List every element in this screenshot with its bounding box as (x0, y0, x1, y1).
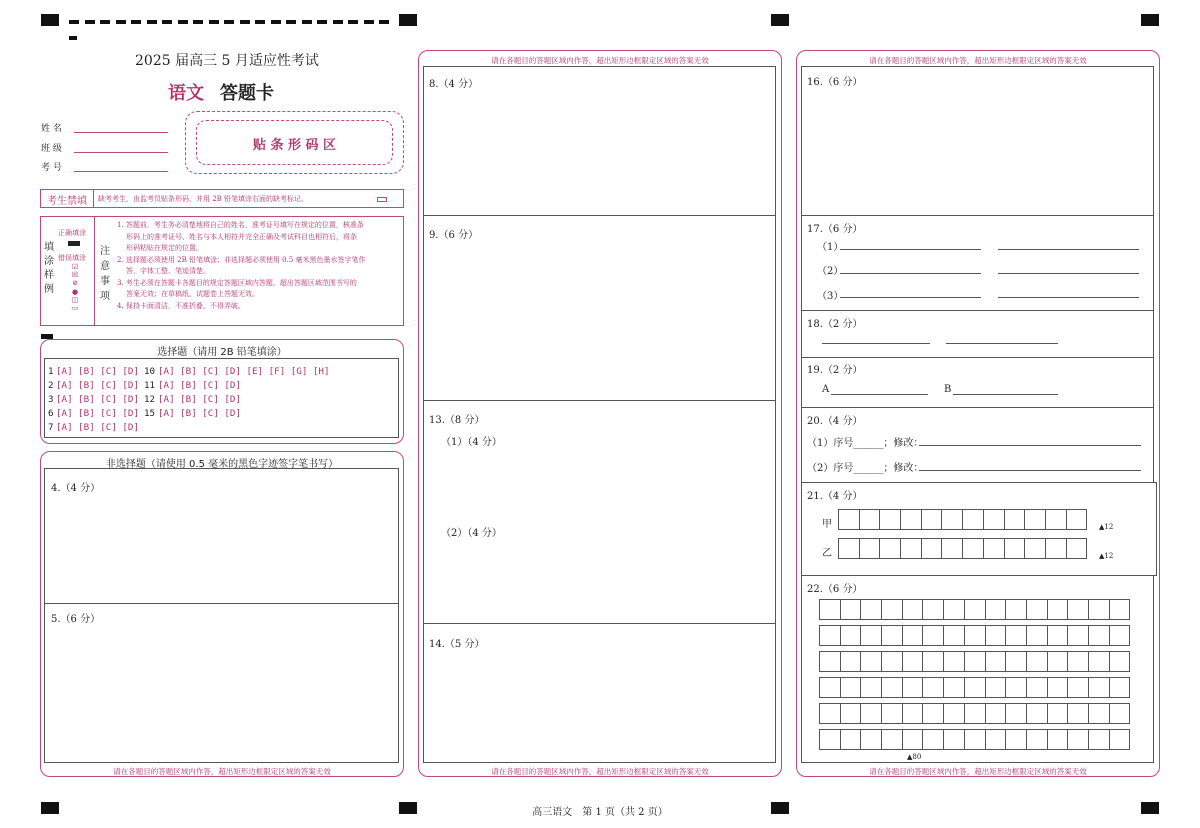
writing-cell[interactable] (860, 651, 882, 672)
q19-a-label: A (822, 384, 830, 395)
writing-cell[interactable] (819, 651, 841, 672)
writing-cell[interactable] (819, 625, 841, 646)
writing-cell[interactable] (922, 625, 944, 646)
choice-number: 2 (48, 380, 54, 391)
writing-grid-row[interactable] (819, 625, 1130, 646)
sample-label-char: 填 (44, 242, 54, 253)
writing-cell[interactable] (819, 677, 841, 698)
writing-cell[interactable] (1088, 677, 1110, 698)
q21-yi-grid[interactable] (838, 538, 1087, 559)
writing-cell[interactable] (1026, 729, 1048, 750)
writing-cell[interactable] (1047, 599, 1069, 620)
writing-cell[interactable] (819, 599, 841, 620)
choice-number: 10 (144, 366, 156, 377)
writing-cell[interactable] (1024, 509, 1046, 530)
choice-options[interactable]: [A] [B] [C] [D] (56, 408, 139, 419)
nonchoice-title: 非选择题（请使用 0.5 毫米的黑色字迹签字笔书写） (105, 459, 339, 470)
q20-label: 20.（4 分） (807, 416, 863, 427)
timing-dash (271, 20, 281, 24)
note-line: 1. 答题前，考生务必清楚地将自己的姓名、准考证号填写在规定的位置，核准条 (117, 221, 364, 229)
q21-yi-count: ▲12 (1099, 552, 1114, 560)
writing-cell[interactable] (941, 538, 963, 559)
choice-row (48, 422, 158, 433)
writing-cell[interactable] (838, 509, 860, 530)
timing-dash (286, 20, 296, 24)
timing-dash (69, 20, 79, 24)
writing-cell[interactable] (860, 625, 882, 646)
writing-cell[interactable] (1047, 729, 1069, 750)
writing-cell[interactable] (1109, 599, 1131, 620)
writing-cell[interactable] (985, 729, 1007, 750)
sample-label-char: 样 (44, 270, 54, 281)
notes-text (117, 220, 366, 312)
writing-cell[interactable] (902, 651, 924, 672)
writing-grid-row[interactable] (819, 651, 1130, 672)
q18-line[interactable] (822, 343, 930, 344)
writing-cell[interactable] (922, 677, 944, 698)
boundary-notice: 请在各题目的答题区域内作答，超出矩形边框限定区域的答案无效 (491, 56, 709, 65)
class-field[interactable] (74, 152, 168, 153)
answer-box-q5[interactable] (44, 603, 399, 763)
q22-count: ▲80 (907, 753, 922, 761)
q21-jia-label: 甲 (822, 519, 832, 530)
writing-cell[interactable] (1067, 651, 1089, 672)
writing-cell[interactable] (1109, 625, 1131, 646)
q9-label: 9.（6 分） (429, 230, 479, 241)
writing-cell[interactable] (983, 538, 1005, 559)
writing-cell[interactable] (879, 509, 901, 530)
writing-cell[interactable] (840, 703, 862, 724)
timing-dash (348, 20, 358, 24)
notes-label (100, 244, 112, 304)
writing-cell[interactable] (840, 729, 862, 750)
id-field[interactable] (74, 171, 168, 172)
q17-part2-label: （2） (817, 266, 844, 277)
notes-label-char: 项 (100, 291, 110, 302)
q21-yi-label: 乙 (822, 548, 832, 559)
writing-cell[interactable] (985, 651, 1007, 672)
writing-cell[interactable] (983, 509, 1005, 530)
writing-cell[interactable] (902, 599, 924, 620)
sample-label (44, 241, 56, 297)
q13-label: 13.（8 分） (429, 415, 485, 426)
writing-cell[interactable] (943, 599, 965, 620)
absent-text: 缺考考生，由监考员贴条形码，并用 2B 铅笔填涂右面的缺考标记。 (98, 195, 309, 203)
class-field-label: 班 级 (41, 144, 62, 154)
writing-cell[interactable] (1005, 599, 1027, 620)
choice-row (48, 366, 329, 377)
writing-cell[interactable] (881, 703, 903, 724)
note-line: 2. 选择题必须使用 2B 铅笔填涂；非选择题必须使用 0.5 毫米黑色墨水签字笔作 (117, 255, 366, 264)
writing-cell[interactable] (1005, 729, 1027, 750)
timing-dash (131, 20, 141, 24)
writing-cell[interactable] (1067, 599, 1089, 620)
answer-box-q16[interactable] (801, 66, 1154, 216)
choice-number: 6 (48, 408, 54, 419)
writing-cell[interactable] (902, 625, 924, 646)
choice-title: 选择题（请用 2B 铅笔填涂） (157, 347, 287, 358)
writing-grid-row[interactable] (819, 677, 1130, 698)
timing-dash (224, 20, 234, 24)
note-line: 4. 保持卡面清洁，不准折叠、不得弄破。 (117, 301, 245, 310)
writing-cell[interactable] (964, 677, 986, 698)
timing-dash (333, 20, 343, 24)
timing-dash (255, 20, 265, 24)
sample-label-char: 涂 (44, 256, 54, 267)
wrong-fill-mark: ◫ (71, 295, 79, 304)
writing-cell[interactable] (943, 651, 965, 672)
writing-cell[interactable] (1088, 729, 1110, 750)
choice-options[interactable]: [A] [B] [C] [D] (56, 394, 139, 405)
writing-cell[interactable] (860, 729, 882, 750)
writing-cell[interactable] (900, 538, 922, 559)
q20-part2-line[interactable] (919, 470, 1141, 471)
writing-cell[interactable] (964, 703, 986, 724)
q17-part1-line[interactable] (840, 249, 981, 250)
timing-mark (69, 36, 77, 40)
writing-cell[interactable] (1024, 538, 1046, 559)
writing-cell[interactable] (860, 599, 882, 620)
wrong-fill-mark: ☒ (71, 271, 79, 280)
id-field-label: 考 号 (41, 163, 62, 173)
registration-mark (771, 14, 789, 26)
q17-part2-line[interactable] (840, 273, 981, 274)
writing-cell[interactable] (943, 625, 965, 646)
writing-cell[interactable] (1005, 703, 1027, 724)
writing-cell[interactable] (921, 538, 943, 559)
registration-mark (41, 14, 59, 26)
name-field[interactable] (74, 132, 168, 133)
writing-cell[interactable] (941, 509, 963, 530)
q16-label: 16.（6 分） (807, 77, 863, 88)
writing-cell[interactable] (881, 625, 903, 646)
subject-name: 语文 (168, 83, 204, 104)
writing-cell[interactable] (922, 729, 944, 750)
writing-cell[interactable] (922, 651, 944, 672)
writing-cell[interactable] (881, 677, 903, 698)
q19-b-line[interactable] (953, 394, 1058, 395)
writing-cell[interactable] (900, 509, 922, 530)
q4-label: 4.（4 分） (51, 483, 101, 494)
q21-jia-count: ▲12 (1099, 523, 1114, 531)
choice-options[interactable]: [A] [B] [C] [D] (56, 366, 139, 377)
choice-options[interactable]: [A] [B] [C] [D] (56, 422, 139, 433)
registration-mark (1141, 14, 1159, 26)
timing-dash (85, 20, 95, 24)
writing-cell[interactable] (859, 538, 881, 559)
writing-cell[interactable] (1026, 703, 1048, 724)
barcode-label: 贴 条 形 码 区 (252, 138, 337, 153)
writing-cell[interactable] (902, 677, 924, 698)
timing-dash (193, 20, 203, 24)
q13-part1-label: （1）（4 分） (441, 437, 502, 448)
page-footer: 高三语文 第 1 页（共 2 页） (532, 807, 668, 818)
writing-cell[interactable] (1066, 538, 1088, 559)
writing-cell[interactable] (1047, 625, 1069, 646)
q18-line[interactable] (946, 343, 1058, 344)
writing-cell[interactable] (922, 599, 944, 620)
writing-cell[interactable] (943, 729, 965, 750)
card-name: 答题卡 (220, 83, 274, 104)
writing-cell[interactable] (964, 625, 986, 646)
writing-cell[interactable] (1047, 703, 1069, 724)
writing-cell[interactable] (860, 677, 882, 698)
writing-cell[interactable] (902, 729, 924, 750)
choice-options[interactable]: [A] [B] [C] [D] [E] [F] [G] [H] (158, 366, 330, 377)
boundary-notice: 请在各题目的答题区域内作答，超出矩形边框限定区域的答案无效 (869, 767, 1087, 776)
note-line: 3. 考生必须在答题卡各题目的规定答题区域内答题，超出答题区域范围书写的 (117, 278, 357, 287)
wrong-fill-samples (69, 263, 81, 312)
writing-cell[interactable] (1005, 625, 1027, 646)
writing-cell[interactable] (964, 599, 986, 620)
writing-cell[interactable] (859, 509, 881, 530)
correct-fill-label: 正确填涂 (58, 229, 86, 237)
choice-number: 1 (48, 366, 54, 377)
q20-part2-label: （2）序号______；修改： (807, 463, 924, 474)
writing-cell[interactable] (860, 703, 882, 724)
writing-cell[interactable] (1066, 509, 1088, 530)
boundary-notice: 请在各题目的答题区域内作答，超出矩形边框限定区域的答案无效 (869, 56, 1087, 65)
choice-number: 7 (48, 422, 54, 433)
absent-row (40, 189, 404, 208)
q21-label: 21.（4 分） (807, 491, 863, 502)
writing-cell[interactable] (1005, 677, 1027, 698)
writing-cell[interactable] (985, 625, 1007, 646)
note-line: 形码粘贴在规定的位置。 (126, 244, 203, 252)
writing-cell[interactable] (840, 651, 862, 672)
note-line: 答，字体工整、笔迹清楚。 (126, 267, 210, 275)
q19-a-line[interactable] (831, 394, 928, 395)
q17-part1-line[interactable] (998, 249, 1139, 250)
registration-mark (399, 14, 417, 26)
writing-grid-row[interactable] (819, 599, 1130, 620)
writing-cell[interactable] (921, 509, 943, 530)
q5-label: 5.（6 分） (51, 614, 101, 625)
choice-row (48, 380, 241, 391)
writing-cell[interactable] (1109, 703, 1131, 724)
writing-cell[interactable] (819, 703, 841, 724)
answer-box-q9[interactable] (423, 215, 776, 401)
timing-dash (240, 20, 250, 24)
writing-cell[interactable] (1067, 677, 1089, 698)
choice-options[interactable]: [A] [B] [C] [D] (158, 408, 241, 419)
writing-cell[interactable] (1047, 651, 1069, 672)
writing-cell[interactable] (838, 538, 860, 559)
writing-cell[interactable] (879, 538, 901, 559)
exam-title: 2025 届高三 5 月适应性考试 (135, 53, 319, 69)
wrong-fill-mark: ⊘ (72, 279, 78, 288)
writing-cell[interactable] (962, 509, 984, 530)
writing-cell[interactable] (1045, 509, 1067, 530)
writing-cell[interactable] (964, 729, 986, 750)
sample-label-char: 例 (44, 284, 54, 295)
wrong-fill-label: 错误填涂 (58, 254, 86, 262)
q14-label: 14.（5 分） (429, 639, 485, 650)
writing-cell[interactable] (1047, 677, 1069, 698)
name-field-label: 姓 名 (41, 124, 62, 134)
q21-jia-grid[interactable] (838, 509, 1087, 530)
writing-cell[interactable] (840, 625, 862, 646)
notes-label-char: 意 (100, 261, 110, 272)
writing-cell[interactable] (1109, 729, 1131, 750)
wrong-fill-mark: ☑ (71, 263, 79, 271)
writing-cell[interactable] (1088, 599, 1110, 620)
q13-part2-label: （2）（4 分） (441, 528, 502, 539)
timing-dash (162, 20, 172, 24)
q17-part3-line[interactable] (998, 297, 1139, 298)
writing-cell[interactable] (1005, 651, 1027, 672)
writing-cell[interactable] (1109, 651, 1131, 672)
writing-cell[interactable] (985, 599, 1007, 620)
writing-cell[interactable] (1067, 703, 1089, 724)
writing-grid-row[interactable] (819, 703, 1130, 724)
timing-dash (302, 20, 312, 24)
boundary-notice: 请在各题目的答题区域内作答，超出矩形边框限定区域的答案无效 (113, 767, 331, 776)
q17-part1-label: （1） (817, 242, 844, 253)
q19-label: 19.（2 分） (807, 365, 863, 376)
choice-options[interactable]: [A] [B] [C] [D] (158, 380, 241, 391)
q17-part3-label: （3） (817, 291, 844, 302)
choice-options[interactable]: [A] [B] [C] [D] (56, 380, 139, 391)
note-line: 答案无效；在草稿纸、试题卷上答题无效。 (126, 290, 259, 298)
q20-part1-label: （1）序号______；修改： (807, 438, 924, 449)
choice-number: 15 (144, 408, 156, 419)
absent-mark-box[interactable] (377, 197, 387, 202)
writing-cell[interactable] (881, 729, 903, 750)
timing-dash (100, 20, 110, 24)
note-line: 形码上的准考证号、姓名与本人相符并完全正确及考试科目也相符后，将条 (126, 232, 357, 241)
writing-cell[interactable] (985, 703, 1007, 724)
writing-cell[interactable] (1026, 625, 1048, 646)
correct-fill-sample (68, 241, 80, 246)
writing-cell[interactable] (881, 651, 903, 672)
writing-cell[interactable] (964, 651, 986, 672)
notes-label-char: 事 (100, 276, 110, 287)
choice-options[interactable]: [A] [B] [C] [D] (158, 394, 241, 405)
card-title (168, 79, 274, 105)
boundary-notice: 请在各题目的答题区域内作答，超出矩形边框限定区域的答案无效 (491, 767, 709, 776)
instructions-box (40, 216, 404, 326)
writing-cell[interactable] (962, 538, 984, 559)
q20-part1-line[interactable] (919, 445, 1141, 446)
timing-dash (379, 20, 389, 24)
writing-cell[interactable] (1045, 538, 1067, 559)
choice-number: 3 (48, 394, 54, 405)
writing-cell[interactable] (1004, 538, 1026, 559)
writing-cell[interactable] (1067, 729, 1089, 750)
notes-label-char: 注 (100, 246, 110, 257)
q17-part2-line[interactable] (998, 273, 1139, 274)
writing-cell[interactable] (1088, 703, 1110, 724)
q19-b-label: B (944, 384, 952, 395)
timing-dash (209, 20, 219, 24)
writing-cell[interactable] (1088, 651, 1110, 672)
writing-cell[interactable] (840, 599, 862, 620)
wrong-fill-mark: ▭ (71, 304, 79, 313)
writing-cell[interactable] (943, 677, 965, 698)
writing-cell[interactable] (985, 677, 1007, 698)
writing-cell[interactable] (1026, 599, 1048, 620)
writing-cell[interactable] (840, 677, 862, 698)
q18-label: 18.（2 分） (807, 319, 863, 330)
writing-cell[interactable] (943, 703, 965, 724)
wrong-fill-mark: ● (71, 287, 79, 296)
absent-label: 考生禁填 (47, 196, 87, 207)
writing-cell[interactable] (1026, 677, 1048, 698)
writing-cell[interactable] (1067, 625, 1089, 646)
q17-label: 17.（6 分） (807, 224, 863, 235)
writing-cell[interactable] (1109, 677, 1131, 698)
timing-dash (317, 20, 327, 24)
q17-part3-line[interactable] (840, 297, 981, 298)
choice-number: 12 (144, 394, 156, 405)
writing-cell[interactable] (1026, 651, 1048, 672)
timing-dash (147, 20, 157, 24)
choice-row (48, 394, 241, 405)
q22-label: 22.（6 分） (807, 584, 863, 595)
choice-number: 11 (144, 380, 156, 391)
writing-cell[interactable] (902, 703, 924, 724)
timing-dash (178, 20, 188, 24)
writing-grid-row[interactable] (819, 729, 1130, 750)
barcode-area (185, 111, 404, 174)
timing-dash (364, 20, 374, 24)
timing-dash (116, 20, 126, 24)
writing-cell[interactable] (922, 703, 944, 724)
writing-cell[interactable] (1004, 509, 1026, 530)
q8-label: 8.（4 分） (429, 79, 479, 90)
writing-cell[interactable] (881, 599, 903, 620)
choice-row (48, 408, 241, 419)
writing-cell[interactable] (819, 729, 841, 750)
writing-cell[interactable] (1088, 625, 1110, 646)
